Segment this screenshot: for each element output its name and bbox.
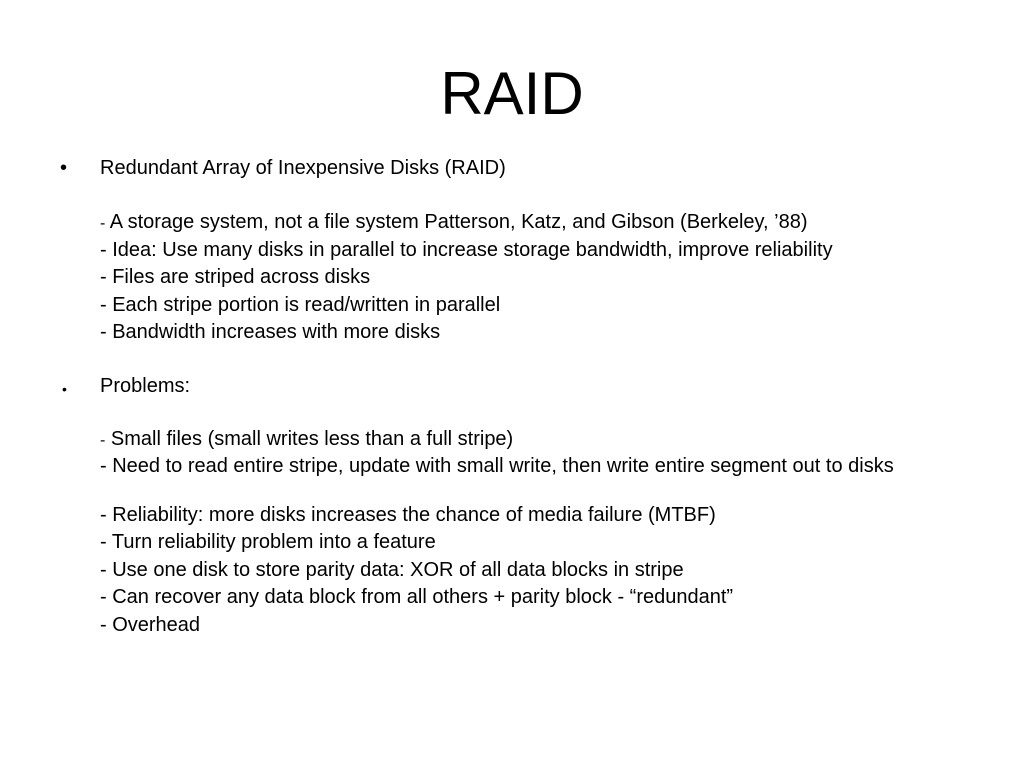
item-text: Small files (small writes less than a full stripe) (105, 428, 514, 450)
section2-item-1 (100, 428, 980, 452)
section1-item-5: - Bandwidth increases with more disks (100, 321, 441, 343)
section2-item-2: - Need to read entire stripe, update with small write, then write entire segment out to disks (100, 455, 894, 477)
slide-title: RAID (440, 60, 584, 127)
section1-item-1 (100, 211, 980, 235)
section1-heading: Redundant Array of Inexpensive Disks (RAID) (100, 157, 506, 179)
section2-item-6: - Can recover any data block from all others + parity block - “redundant” (100, 586, 734, 608)
section2-item-7: - Overhead (100, 614, 201, 636)
section2-heading: Problems: (100, 375, 191, 397)
dash-mark: - (100, 432, 106, 449)
item-text: A storage system, not a file system Patterson, Katz, and Gibson (Berkeley, ’88) (105, 211, 808, 233)
section1-item-3: - Files are striped across disks (100, 266, 371, 288)
section2-item-3: - Reliability: more disks increases the chance of media failure (MTBF) (100, 504, 716, 526)
dash-mark: - (100, 215, 106, 232)
bullet-1: • (60, 157, 68, 179)
section1-item-4: - Each stripe portion is read/written in parallel (100, 294, 501, 316)
section2-item-4: - Turn reliability problem into a feature (100, 531, 436, 553)
section2-item-5: - Use one disk to store parity data: XOR of all data blocks in stripe (100, 559, 684, 581)
bullet-2: • (62, 381, 67, 397)
section1-item-2: - Idea: Use many disks in parallel to increase storage bandwidth, improve reliability (100, 239, 833, 261)
